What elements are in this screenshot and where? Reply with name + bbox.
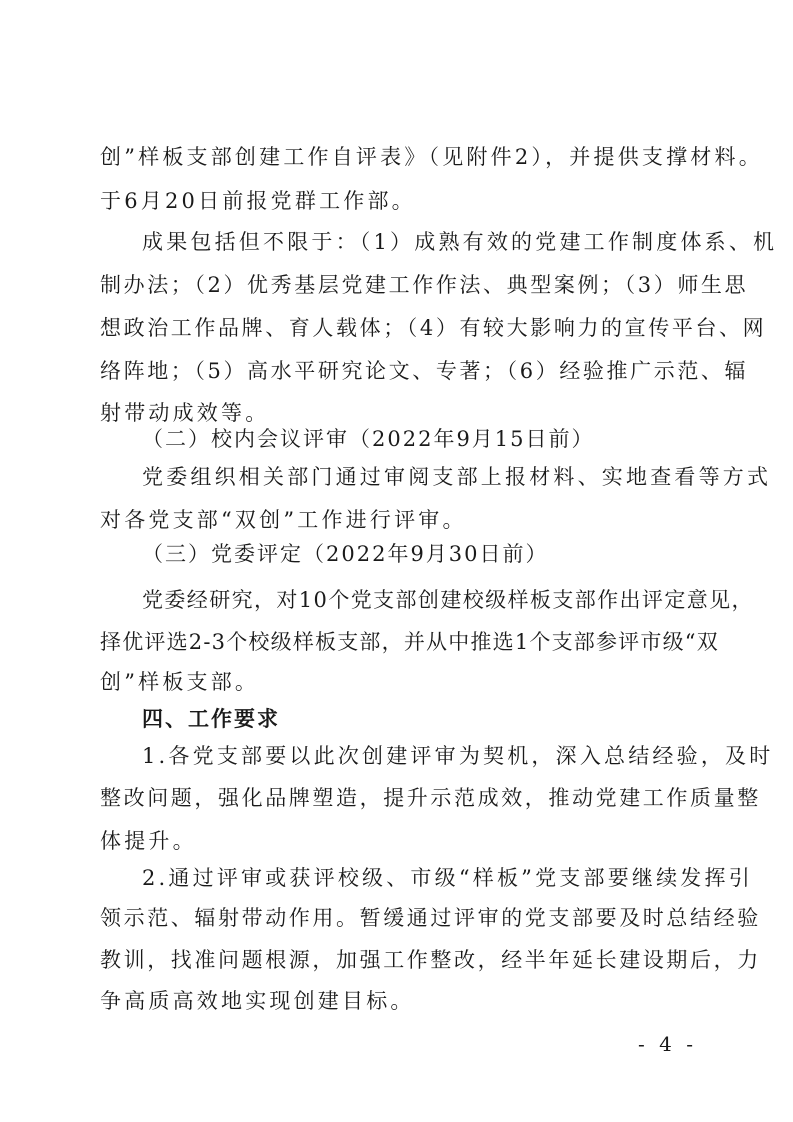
paragraph-line: 对各党支部“双创”工作进行评审。	[100, 508, 467, 532]
paragraph-line: 于6月20日前报党群工作部。	[100, 189, 416, 213]
paragraph-line: 成果包括但不限于：（1）成熟有效的党建工作制度体系、机	[142, 230, 778, 254]
paragraph-line: 领示范、辐射带动作用。暂缓通过评审的党支部要及时总结经验	[100, 906, 761, 930]
paragraph-line: 2.通过评审或获评校级、市级“样板”党支部要继续发挥引	[142, 866, 753, 890]
section-subheading: （二）校内会议评审（2022年9月15日前）	[142, 427, 595, 451]
paragraph-line: 创”样板支部创建工作自评表》（见附件2），并提供支撑材料。	[100, 145, 763, 169]
paragraph-line: 制办法；（2）优秀基层党建工作作法、典型案例；（3）师生思	[100, 273, 749, 297]
paragraph-line: 择优评选2-3个校级样板支部，并从中推选1个支部参评市级“双	[100, 630, 719, 654]
paragraph-line: 络阵地；（5）高水平研究论文、专著；（6）经验推广示范、辐	[100, 359, 749, 383]
paragraph-line: 整改问题，强化品牌塑造，提升示范成效，推动党建工作质量整	[100, 786, 761, 810]
paragraph-line: 争高质高效地实现创建目标。	[100, 989, 415, 1013]
paragraph-line: 体提升。	[100, 829, 197, 853]
section-subheading: （三）党委评定（2022年9月30日前）	[142, 542, 549, 566]
paragraph-line: 射带动成效等。	[100, 401, 270, 425]
paragraph-line: 教训，找准问题根源，加强工作整改，经半年延长建设期后，力	[100, 948, 761, 972]
paragraph-line: 党委经研究，对10个党支部创建校级样板支部作出评定意见，	[142, 588, 754, 612]
section-heading: 四、工作要求	[142, 707, 280, 731]
paragraph-line: 想政治工作品牌、育人载体；（4）有较大影响力的宣传平台、网	[100, 316, 767, 340]
paragraph-line: 1.各党支部要以此次创建评审为契机，深入总结经验，及时	[142, 744, 774, 768]
paragraph-line: 党委组织相关部门通过审阅支部上报材料、实地查看等方式	[142, 465, 772, 489]
page-number: - 4 -	[638, 1032, 697, 1056]
paragraph-line: 创”样板支部。	[100, 670, 260, 694]
